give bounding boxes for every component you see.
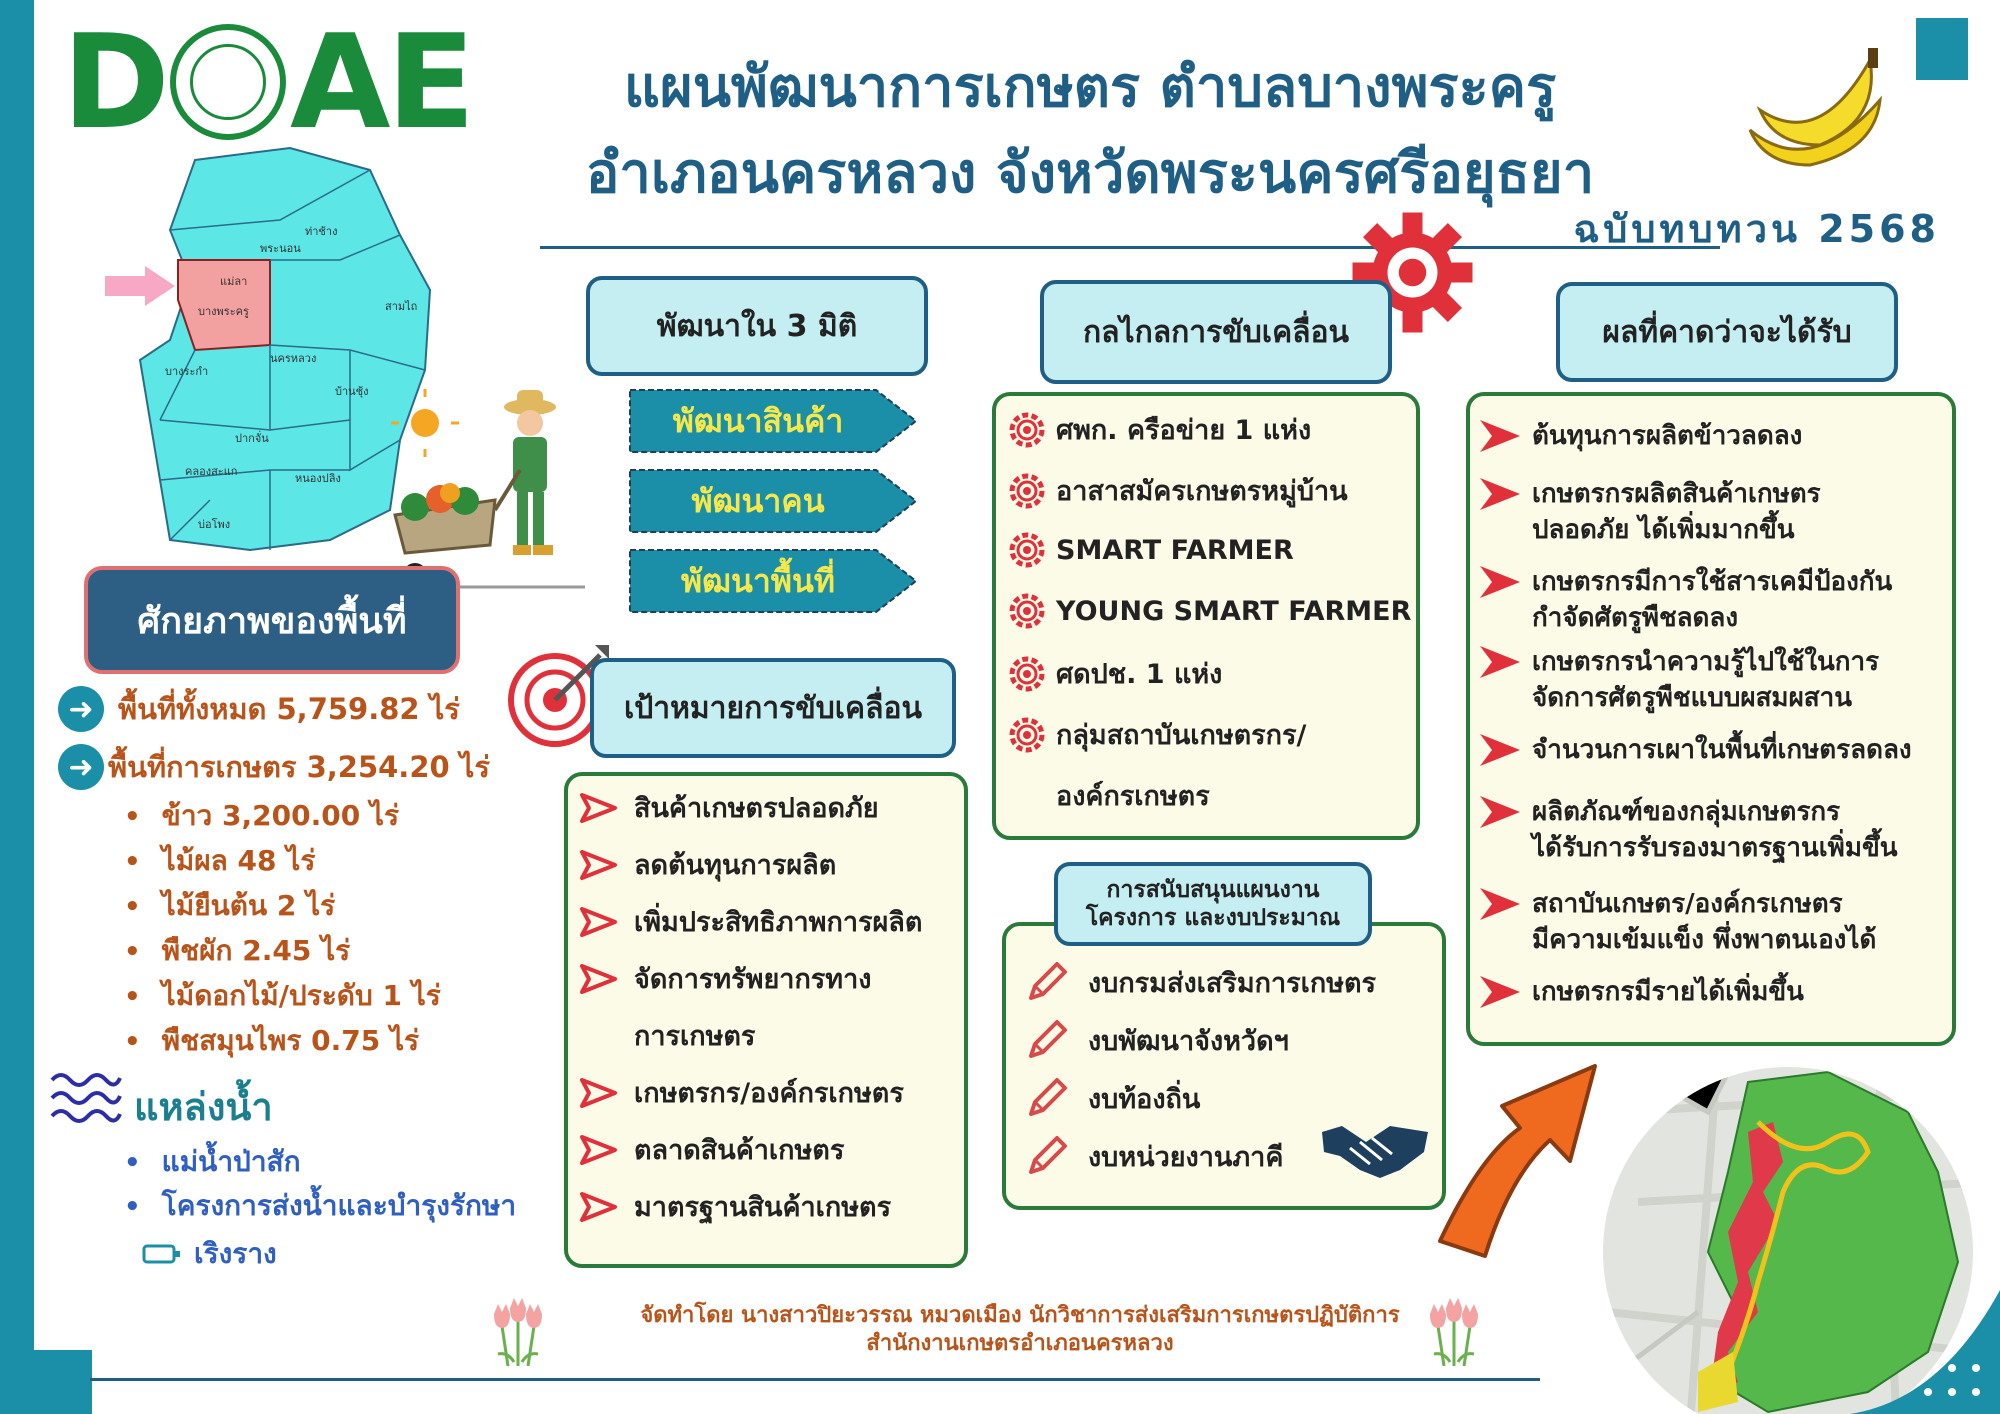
map-label: บ่อโพง [198,518,231,531]
results-header: ผลที่คาดว่าจะได้รับ [1556,282,1898,382]
arrow-head-icon [1478,794,1522,866]
arrow-right-icon: ➜ [58,686,104,732]
map-label: แม่ลา [220,275,248,288]
divider [540,246,1720,249]
farmer-illustration [385,385,595,595]
list-item: • ไม้ผล 48 ไร่ [124,844,316,877]
arrow-head-icon [1478,886,1522,958]
agri-area-row [58,744,490,790]
target-item: เกษตรกร/องค์กรเกษตร [634,1078,904,1109]
support-item: งบกรมส่งเสริมการเกษตร [1088,967,1377,999]
support-header-line: โครงการ และงบประมาณ [1085,905,1341,931]
gear-icon [1004,654,1050,694]
list-item: • ไม้ยืนต้น 2 ไร่ [124,889,336,922]
map-label: ปากจั่น [235,432,269,445]
arrow-head-icon [1478,418,1522,458]
map-label: บางระกำ [165,365,209,378]
page-title: อำเภอนครหลวง จังหวัดพระนครศรีอยุธยา [585,141,1595,206]
result-item: ผลิตภัณฑ์ของกลุ่มเกษตรกร ได้รับการรับรองมาตรฐานเพิ่มขึ้น [1478,794,1898,866]
logo-letter: AE [289,6,472,158]
map-label: พระนอน [260,242,301,255]
list-item: เริงราง [142,1232,277,1276]
gear-icon [1004,530,1050,570]
map-label: นครหลวง [270,352,317,365]
list-item: • แม่น้ำป่าสัก [124,1145,301,1178]
mechanism-item: SMART FARMER [1056,534,1294,566]
doae-logo [62,6,472,158]
list-item: • ไม้ดอกไม้/ประดับ 1 ไร่ [124,979,441,1012]
list-item: • พืชสมุนไพร 0.75 ไร่ [124,1024,420,1057]
mechanism-item: องค์กรเกษตร [1056,781,1210,812]
target-item: การเกษตร [634,1021,756,1052]
result-item: เกษตรกรนำความรู้ไปใช้ในการ จัดการศัตรูพืชแบบผสมผสาน [1478,644,1879,716]
send-arrow-icon [576,905,622,939]
logo-letter: D [62,6,166,158]
gear-icon [1004,715,1050,755]
support-header-line: การสนับสนุนแผนงาน [1106,877,1320,903]
page-title: แผนพัฒนาการเกษตร ตำบลบางพระครู [623,55,1557,120]
target-item: ตลาดสินค้าเกษตร [634,1135,845,1166]
send-arrow-icon [576,1190,622,1224]
support-item: งบหน่วยงานภาคี [1088,1141,1284,1173]
pencil-icon [1024,1018,1070,1062]
map-label: ท่าช้าง [305,225,338,238]
result-item: ต้นทุนการผลิตข้าวลดลง [1478,418,1802,458]
list-item: • ข้าว 3,200.00 ไร่ [124,799,400,832]
credit-text: จัดทำโดย นางสาวปิยะวรรณ หมวดเมือง นักวิชาการส่งเสริมการเกษตรปฏิบัติการ สำนักงานเกษตรอำเภอนครหลวง [640,1303,1400,1356]
agri-area-text: พื้นที่การเกษตร 3,254.20 ไร่ [108,750,490,784]
map-label: หนองปลิง [295,472,341,485]
dimension-tag: พัฒนาสินค้า [628,388,918,454]
map-label: คลองสะแก [185,465,238,478]
mechanism-panel [992,392,1420,840]
dimensions-header: พัฒนาใน 3 มิติ [586,276,928,376]
send-arrow-icon [576,1076,622,1110]
result-item: จำนวนการเผาในพื้นที่เกษตรลดลง [1478,732,1912,772]
page-subtitle: ฉบับทบทวน 2568 [1573,207,1940,251]
gear-icon [1004,591,1050,631]
corner-square [1916,18,1968,80]
support-header [1054,862,1372,946]
support-item: งบท้องถิ่น [1088,1083,1201,1115]
tulip-icon [488,1296,548,1368]
send-arrow-icon [576,848,622,882]
divider [90,1378,1540,1381]
gear-icon [1004,410,1050,450]
mechanism-item: ศดปช. 1 แห่ง [1056,659,1223,690]
target-item: มาตรฐานสินค้าเกษตร [634,1192,892,1223]
arrow-right-icon: ➜ [58,744,104,790]
arrow-head-icon [1478,644,1522,716]
water-header: แหล่งน้ำ [134,1085,273,1129]
left-frame-bar [0,0,34,1414]
targets-panel [564,772,968,1268]
pointer-arrow-icon [100,264,180,308]
dimension-tag: พัฒนาพื้นที่ [628,548,918,614]
support-item: งบพัฒนาจังหวัดฯ [1088,1025,1289,1057]
support-panel [1002,922,1446,1210]
gear-icon [1004,471,1050,511]
map-label: บางพระครู [198,305,249,318]
targets-header: เป้าหมายการขับเคลื่อน [590,658,956,758]
pencil-icon [1024,1134,1070,1178]
result-item: เกษตรกรมีการใช้สารเคมีป้องกัน กำจัดศัตรูพืชลดลง [1478,564,1892,636]
dimension-tag: พัฒนาคน [628,468,918,534]
target-item: เพิ่มประสิทธิภาพการผลิต [634,907,923,938]
arrow-head-icon [1478,564,1522,636]
mechanism-item: YOUNG SMART FARMER [1056,595,1412,627]
result-item: สถาบันเกษตร/องค์กรเกษตร มีความเข้มแข็ง พึ่งพาตนเองได้ [1478,886,1876,958]
arrow-head-icon [1478,974,1522,1014]
send-arrow-icon [576,962,622,996]
send-arrow-icon [576,1133,622,1167]
battery-icon [142,1243,182,1265]
mechanism-item: ศพก. ครือข่าย 1 แห่ง [1056,415,1312,446]
total-area-row [58,686,460,732]
map-label: สามไถ [385,300,418,313]
arrow-head-icon [1478,476,1522,548]
arrow-head-icon [1478,732,1522,772]
water-waves-icon [50,1068,122,1128]
mechanism-item: กลุ่มสถาบันเกษตรกร/ [1056,720,1307,751]
result-item: เกษตรกรมีรายได้เพิ่มขึ้น [1478,974,1804,1014]
corner-square [34,1350,92,1414]
total-area-text: พื้นที่ทั้งหมด 5,759.82 ไร่ [118,692,460,726]
arrow-up-right-icon [1410,1036,1610,1266]
target-item: ลดต้นทุนการผลิต [634,850,837,881]
target-item: สินค้าเกษตรปลอดภัย [634,793,879,824]
potential-header: ศักยภาพของพื้นที่ [84,566,460,674]
banana-icon [1740,40,1890,180]
send-arrow-icon [576,791,622,825]
pencil-icon [1024,1076,1070,1120]
list-item: • พืชผัก 2.45 ไร่ [124,934,351,967]
corner-dots-decoration [1850,1290,2000,1414]
logo-seal [170,24,286,140]
list-item: • โครงการส่งน้ำและบำรุงรักษา [124,1189,517,1222]
results-panel [1466,392,1956,1046]
map-label: บ้านชุ้ง [335,385,369,398]
mechanism-item: อาสาสมัครเกษตรหมู่บ้าน [1056,476,1348,507]
result-item: เกษตรกรผลิตสินค้าเกษตร ปลอดภัย ได้เพิ่มมากขึ้น [1478,476,1821,548]
mechanism-header: กลไกลการขับเคลื่อน [1040,280,1392,384]
pencil-icon [1024,960,1070,1004]
target-item: จัดการทรัพยากรทาง [634,964,872,995]
